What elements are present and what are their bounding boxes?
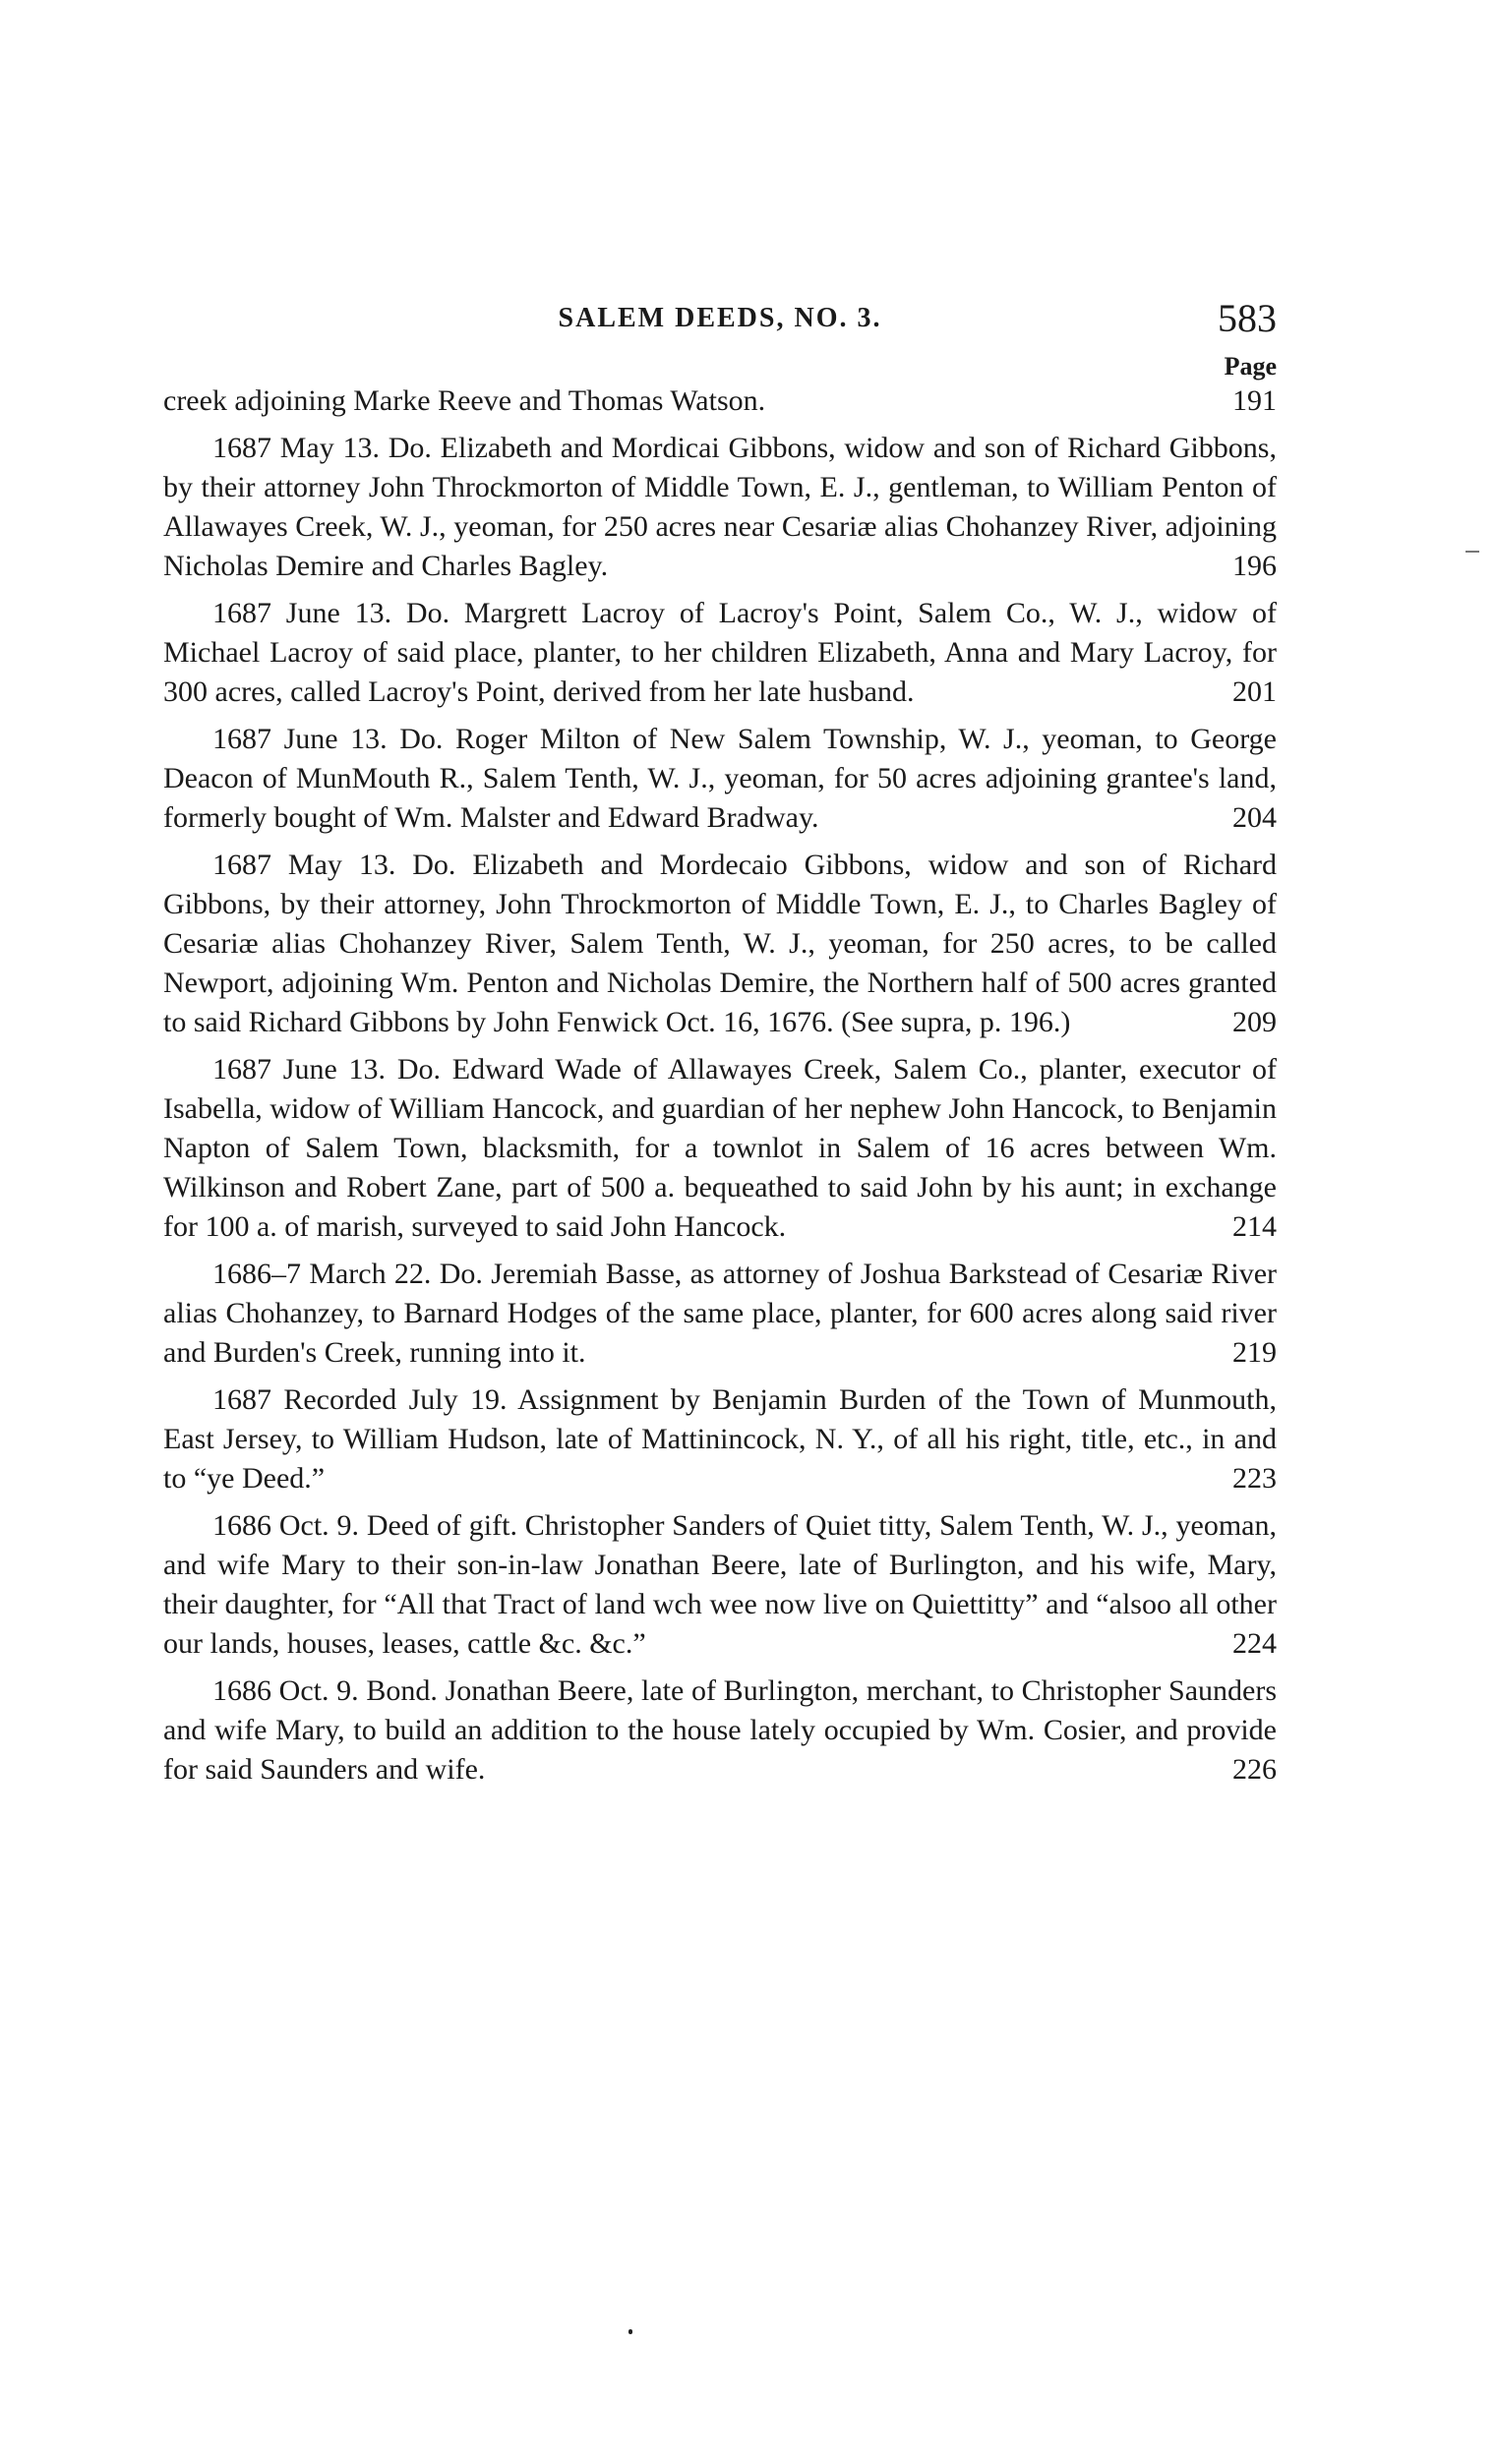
entry-page-ref: 223: [1232, 1462, 1277, 1495]
entry-page-ref: 204: [1232, 801, 1277, 834]
margin-mark: [1466, 551, 1479, 553]
entry-page-ref: 226: [1232, 1753, 1277, 1786]
entry-text: 1687 June 13. Do. Margrett Lacroy of Lacroy's Point, Salem Co., W. J., widow of Michael Lacroy of said place, planter, to her children Elizabeth, Anna and Mary Lacroy, for 300 acres, called Lacroy's Point, derived from her late husband.: [163, 597, 1277, 708]
deed-entry: [163, 846, 1277, 1042]
page-number: 583: [1218, 296, 1277, 340]
entry-page-ref: 209: [1232, 1006, 1277, 1038]
entry-page-ref: 219: [1232, 1336, 1277, 1369]
entry-text: 1687 Recorded July 19. Assignment by Benjamin Burden of the Town of Munmouth, East Jersey, to William Hudson, late of Mattinincock, N. Y., of all his right, title, etc., in and to “ye Deed.”: [163, 1383, 1277, 1495]
entry-text: 1687 May 13. Do. Elizabeth and Mordecaio Gibbons, widow and son of Richard Gibbons, by their attorney, John Throckmorton of Middle Town, E. J., to Charles Bagley of Cesariæ alias Chohanzey River, Salem Tenth, W. J., yeoman, for 250 acres, to be called Newport, adjoining Wm. Penton and Nicholas Demire, the Northern half of 500 acres granted to said Richard Gibbons by John Fenwick Oct. 16, 1676. (See supra, p. 196.): [163, 849, 1277, 1038]
entry-page-ref: 191: [1232, 384, 1277, 417]
page-title: SALEM DEEDS, NO. 3.: [558, 303, 882, 333]
page-column-label: Page: [1224, 352, 1277, 381]
deed-entry: [163, 720, 1277, 838]
entry-text: 1686 Oct. 9. Deed of gift. Christopher Sanders of Quiet titty, Salem Tenth, W. J., yeoman, and wife Mary to their son-in-law Jonathan Beere, late of Burlington, and his wife, Mary, their daughter, for “All that Tract of land wch wee now live on Quiettitty” and “alsoo all other our lands, houses, leases, cattle &c. &c.”: [163, 1509, 1277, 1660]
entry-text: 1687 June 13. Do. Edward Wade of Allawayes Creek, Salem Co., planter, executor of Isabella, widow of William Hancock, and guardian of her nephew John Hancock, to Benjamin Napton of Salem Town, blacksmith, for a townlot in Salem of 16 acres between Wm. Wilkinson and Robert Zane, part of 500 a. bequeathed to said John by his aunt; in exchange for 100 a. of marish, surveyed to said John Hancock.: [163, 1053, 1277, 1243]
entry-text: 1686 Oct. 9. Bond. Jonathan Beere, late of Burlington, merchant, to Christopher Saunders and wife Mary, to build an addition to the house lately occupied by Wm. Cosier, and provide for said Saunders and wife.: [163, 1674, 1277, 1786]
deed-entry: [163, 1050, 1277, 1247]
deed-entry: [163, 381, 1277, 421]
entry-page-ref: 201: [1232, 675, 1277, 708]
entry-text: 1686–7 March 22. Do. Jeremiah Basse, as attorney of Joshua Barkstead of Cesariæ River alias Chohanzey, to Barnard Hodges of the same place, planter, for 600 acres along said river and Burden's Creek, running into it.: [163, 1258, 1277, 1369]
deed-entry: [163, 1506, 1277, 1664]
entry-page-ref: 196: [1232, 550, 1277, 582]
entry-page-ref: 224: [1232, 1627, 1277, 1660]
deed-entry: [163, 1380, 1277, 1498]
running-head: [163, 291, 1277, 350]
entry-text: 1687 June 13. Do. Roger Milton of New Salem Township, W. J., yeoman, to George Deacon of MunMouth R., Salem Tenth, W. J., yeoman, for 50 acres adjoining grantee's land, formerly bought of Wm. Malster and Edward Bradway.: [163, 723, 1277, 834]
deed-entry: [163, 429, 1277, 586]
print-speck: [628, 2329, 632, 2334]
entry-text: creek adjoining Marke Reeve and Thomas Watson.: [163, 384, 766, 417]
deed-entry: [163, 1255, 1277, 1373]
deed-entry: [163, 1672, 1277, 1789]
entry-text: 1687 May 13. Do. Elizabeth and Mordicai Gibbons, widow and son of Richard Gibbons, by their attorney John Throckmorton of Middle Town, E. J., gentleman, to William Penton of Allawayes Creek, W. J., yeoman, for 250 acres near Cesariæ alias Chohanzey River, adjoining Nicholas Demire and Charles Bagley.: [163, 432, 1277, 582]
deed-entry: [163, 594, 1277, 712]
page-body: [163, 0, 1277, 2464]
deed-entries: [163, 381, 1277, 1797]
entry-page-ref: 214: [1232, 1210, 1277, 1243]
